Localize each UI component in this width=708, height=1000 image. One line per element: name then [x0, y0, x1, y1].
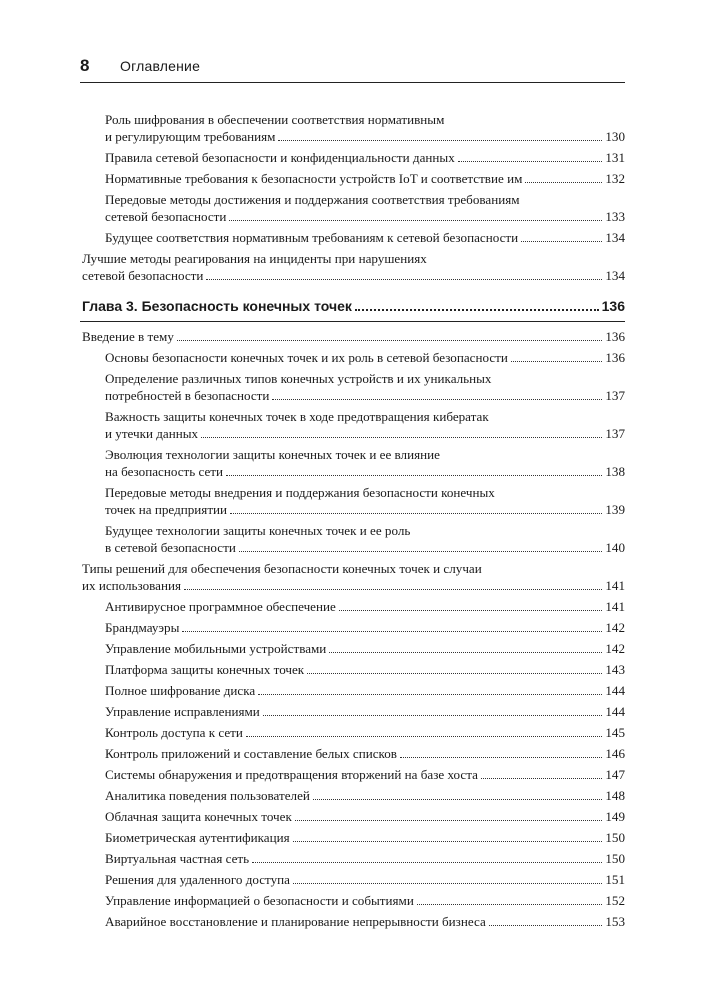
toc-entry-title: их использования: [82, 578, 182, 593]
toc-entry-title: Введение в тему: [82, 329, 174, 344]
toc-entry: [80, 724, 625, 741]
dot-leader: [521, 240, 602, 242]
toc-entry-title: Биометрическая аутентификация: [105, 830, 290, 845]
toc-page-number: 142: [605, 620, 625, 635]
toc-entry-title: Управление мобильными устройствами: [105, 641, 327, 656]
toc-entry-title: Антивирусное программное обеспечение: [105, 599, 336, 614]
dot-leader: [313, 798, 602, 800]
dot-leader: [230, 512, 602, 514]
toc-entry: [80, 745, 625, 762]
toc-entry: [80, 267, 625, 284]
toc-page-number: 136: [605, 350, 625, 365]
toc-entry-title: Нормативные требования к безопасности устройств IoT и соответствие им: [105, 171, 523, 186]
toc-page-number: 145: [605, 725, 625, 740]
toc-page-number: 130: [605, 129, 625, 144]
toc-page-number: 134: [605, 230, 625, 245]
toc-entry-title: Определение различных типов конечных устройств и их уникальных: [105, 371, 492, 386]
toc-entry: [80, 577, 625, 594]
toc-page-number: 137: [605, 426, 625, 441]
dot-leader: [307, 672, 602, 674]
toc-entry: [80, 408, 625, 425]
dot-leader: [177, 339, 602, 341]
toc-entry: [80, 913, 625, 930]
toc-page-number: 149: [605, 809, 625, 824]
dot-leader: [489, 924, 603, 926]
toc-entry-title: Облачная защита конечных точек: [105, 809, 292, 824]
toc-page-number: 143: [605, 662, 625, 677]
toc-entry-title: Контроль доступа к сети: [105, 725, 243, 740]
toc-entry: [80, 829, 625, 846]
toc-entry: [80, 539, 625, 556]
toc-page-number: 150: [605, 830, 625, 845]
dot-leader: [229, 219, 602, 221]
toc-entry: [80, 149, 625, 166]
toc-page-number: 141: [605, 599, 625, 614]
toc-entry: [80, 560, 625, 577]
running-title: Оглавление: [120, 58, 201, 74]
toc-entry-title: Типы решений для обеспечения безопасности конечных точек и случаи: [82, 561, 482, 576]
toc-entry-title: Глава 3. Безопасность конечных точек: [82, 298, 352, 314]
toc-entry: [80, 387, 625, 404]
toc-entry-title: Будущее технологии защиты конечных точек и ее роль: [105, 523, 411, 538]
dot-leader: [239, 550, 603, 552]
toc-entry-title: Важность защиты конечных точек в ходе предотвращения кибератак: [105, 409, 489, 424]
toc-entry-title: и регулирующим требованиям: [105, 129, 276, 144]
dot-leader: [272, 398, 602, 400]
toc-page-number: 152: [605, 893, 625, 908]
dot-leader: [201, 436, 602, 438]
toc-entry-title: Аналитика поведения пользователей: [105, 788, 310, 803]
toc-entry: [80, 128, 625, 145]
toc-entry: [80, 170, 625, 187]
dot-leader: [184, 588, 602, 590]
toc-page-number: 148: [605, 788, 625, 803]
page-number: 8: [80, 56, 90, 75]
toc-entry-title: Полное шифрование диска: [105, 683, 256, 698]
dot-leader: [263, 714, 603, 716]
toc-page-number: 137: [605, 388, 625, 403]
toc-entry: [80, 766, 625, 783]
toc-page-number: 151: [605, 872, 625, 887]
dot-leader: [355, 308, 599, 311]
toc-entry-title: в сетевой безопасности: [105, 540, 236, 555]
toc-page-number: 142: [605, 641, 625, 656]
toc-page-number: 139: [605, 502, 625, 517]
dot-leader: [329, 651, 602, 653]
dot-leader: [400, 756, 602, 758]
toc-entry: [80, 349, 625, 366]
toc-entry-title: Основы безопасности конечных точек и их роль в сетевой безопасности: [105, 350, 508, 365]
toc-entry-title: Виртуальная частная сеть: [105, 851, 250, 866]
dot-leader: [278, 139, 602, 141]
toc-entry-title: Передовые методы достижения и поддержания соответствия требованиям: [105, 192, 520, 207]
chapter-entry: [80, 298, 625, 322]
dot-leader: [246, 735, 602, 737]
toc-entry-title: Управление исправлениями: [105, 704, 260, 719]
toc-entry-title: Контроль приложений и составление белых списков: [105, 746, 397, 761]
toc-page-number: 153: [605, 914, 625, 929]
toc-entry-title: Аварийное восстановление и планирование непрерывности бизнеса: [105, 914, 486, 929]
table-of-contents: [80, 111, 625, 934]
dot-leader: [226, 474, 602, 476]
toc-entry: [80, 484, 625, 501]
toc-entry-title: Правила сетевой безопасности и конфиденциальности данных: [105, 150, 455, 165]
toc-page-number: 140: [605, 540, 625, 555]
toc-entry: [80, 208, 625, 225]
toc-entry: [80, 501, 625, 518]
toc-entry: [80, 661, 625, 678]
toc-page-number: 132: [605, 171, 625, 186]
toc-page-number: 150: [605, 851, 625, 866]
toc-page-number: 144: [605, 683, 625, 698]
toc-page-number: 147: [605, 767, 625, 782]
toc-entry: [80, 446, 625, 463]
toc-entry: [80, 250, 625, 267]
toc-entry: [80, 682, 625, 699]
toc-entry-title: Передовые методы внедрения и поддержания безопасности конечных: [105, 485, 495, 500]
toc-page-number: 144: [605, 704, 625, 719]
toc-page-number: 134: [605, 268, 625, 283]
toc-entry-title: Будущее соответствия нормативным требованиям к сетевой безопасности: [105, 230, 519, 245]
dot-leader: [417, 903, 603, 905]
toc-page-number: 138: [605, 464, 625, 479]
toc-entry-title: Эволюция технологии защиты конечных точек и ее влияние: [105, 447, 440, 462]
toc-entry: [80, 892, 625, 909]
toc-entry: [80, 191, 625, 208]
dot-leader: [295, 819, 603, 821]
toc-entry: [80, 463, 625, 480]
toc-page-number: 141: [605, 578, 625, 593]
toc-entry-title: Платформа защиты конечных точек: [105, 662, 305, 677]
dot-leader: [339, 609, 603, 611]
toc-entry-title: сетевой безопасности: [82, 268, 204, 283]
dot-leader: [458, 160, 603, 162]
toc-entry: [80, 850, 625, 867]
toc-entry-title: потребностей в безопасности: [105, 388, 270, 403]
toc-entry-title: точек на предприятии: [105, 502, 228, 517]
toc-entry: [80, 787, 625, 804]
toc-page-number: 146: [605, 746, 625, 761]
toc-entry: [80, 370, 625, 387]
toc-entry: [80, 871, 625, 888]
dot-leader: [293, 882, 602, 884]
dot-leader: [293, 840, 603, 842]
toc-entry: [80, 328, 625, 345]
toc-entry: [80, 425, 625, 442]
toc-entry: [80, 640, 625, 657]
toc-entry-title: Системы обнаружения и предотвращения вторжений на базе хоста: [105, 767, 478, 782]
toc-page-number: 136: [601, 298, 625, 314]
toc-entry: [80, 619, 625, 636]
toc-entry: [80, 598, 625, 615]
toc-entry-title: Управление информацией о безопасности и событиями: [105, 893, 414, 908]
dot-leader: [258, 693, 602, 695]
toc-entry: [80, 111, 625, 128]
toc-page-number: 131: [605, 150, 625, 165]
toc-entry: [80, 522, 625, 539]
toc-entry-title: Решения для удаленного доступа: [105, 872, 290, 887]
toc-entry-title: на безопасность сети: [105, 464, 223, 479]
page-header: [80, 56, 625, 83]
toc-entry-title: Роль шифрования в обеспечении соответствия нормативным: [105, 112, 445, 127]
dot-leader: [252, 861, 602, 863]
toc-entry-title: Брандмауэры: [105, 620, 180, 635]
toc-entry: [80, 229, 625, 246]
toc-entry: [80, 703, 625, 720]
toc-entry: [80, 808, 625, 825]
toc-entry-title: Лучшие методы реагирования на инциденты при нарушениях: [82, 251, 427, 266]
dot-leader: [525, 181, 602, 183]
dot-leader: [206, 278, 602, 280]
dot-leader: [481, 777, 602, 779]
toc-entry-title: сетевой безопасности: [105, 209, 227, 224]
dot-leader: [511, 360, 602, 362]
toc-page-number: 136: [605, 329, 625, 344]
toc-page-number: 133: [605, 209, 625, 224]
toc-entry-title: и утечки данных: [105, 426, 199, 441]
dot-leader: [182, 630, 602, 632]
